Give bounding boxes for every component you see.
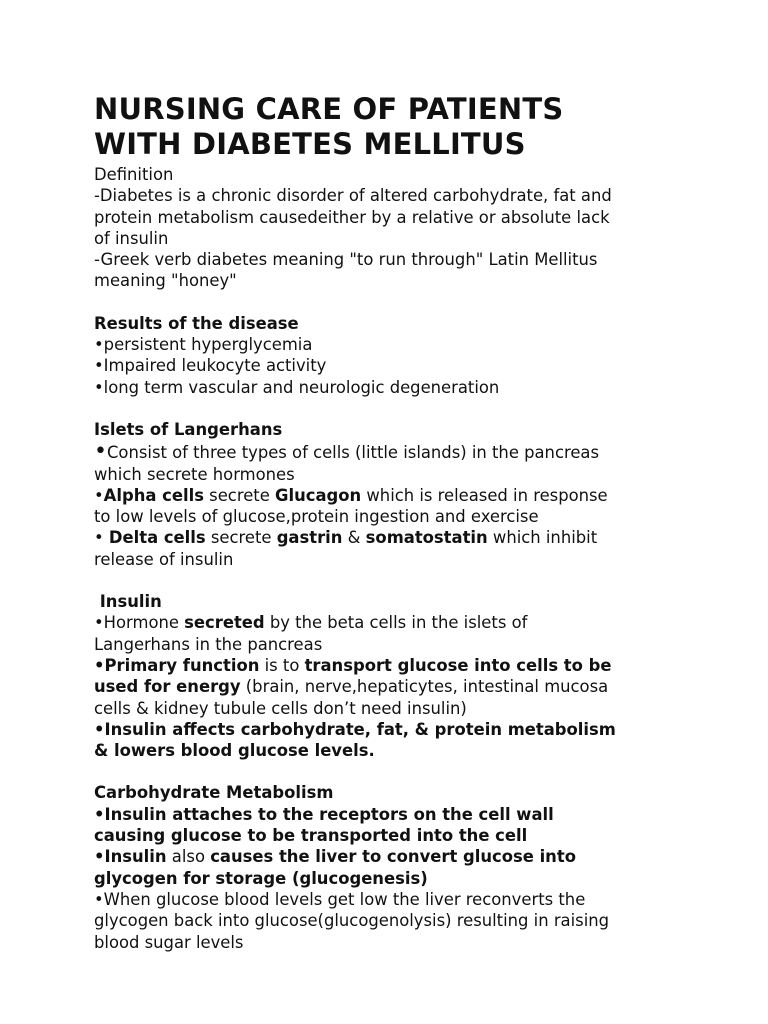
bold-term: Primary function (104, 655, 260, 675)
text-span: • (94, 485, 104, 505)
insulin-section (94, 591, 734, 761)
text-span: • (94, 528, 109, 548)
text-line: glycogen back into glucose(glucogenolysis) resulting in raising (94, 911, 610, 931)
text-span: & (342, 528, 366, 548)
definition-heading: Definition (94, 165, 174, 184)
list-item: •Insulin attaches to the receptors on the cell wall (94, 804, 554, 824)
title-line: NURSING CARE OF PATIENTS (94, 92, 564, 126)
text-span: secrete (205, 528, 277, 548)
results-section (94, 313, 734, 398)
results-heading: Results of the disease (94, 313, 299, 333)
hormone-name: gastrin (276, 528, 343, 548)
text-span: •Hormone (94, 613, 185, 633)
hormone-name: Glucagon (275, 485, 362, 505)
list-item (94, 439, 734, 465)
list-item: •Impaired leukocyte activity (94, 356, 327, 376)
text-line: -Diabetes is a chronic disorder of altered carbohydrate, fat and (94, 186, 612, 206)
text-line: which secrete hormones (94, 464, 295, 484)
document-body (94, 92, 734, 953)
text-line: of insulin (94, 228, 169, 248)
list-item: •Insulin affects carbohydrate, fat, & protein metabolism (94, 719, 616, 739)
insulin-heading: Insulin (94, 592, 162, 612)
text-span: • (94, 847, 105, 867)
cell-name: Delta cells (108, 528, 206, 548)
text-line: meaning "honey" (94, 271, 237, 291)
list-item (94, 846, 734, 867)
text-line: release of insulin (94, 549, 234, 569)
text-span: (brain, nerve,hepaticytes, intestinal mucosa (240, 677, 609, 697)
bold-term: transport glucose into cells to be (304, 655, 612, 675)
definition-section (94, 164, 734, 292)
text-line: -Greek verb diabetes meaning "to run through" Latin Mellitus (94, 250, 598, 270)
text-span: also (166, 847, 211, 867)
text-line (94, 676, 734, 697)
text-line: to low levels of glucose,protein ingestion and exercise (94, 507, 539, 527)
text-span: which inhibit (487, 528, 598, 548)
text-span: which is released in response (361, 485, 608, 505)
text-line: & lowers blood glucose levels. (94, 741, 375, 761)
cell-name: Alpha cells (103, 485, 204, 505)
text-span: is to (259, 655, 305, 675)
text-span: by the beta cells in the islets of (264, 613, 528, 633)
bullet-icon: • (94, 439, 107, 465)
text-line: glycogen for storage (glucogenesis) (94, 868, 428, 888)
title-line: WITH DIABETES MELLITUS (94, 127, 526, 161)
text-line: blood sugar levels (94, 932, 244, 952)
list-item (94, 527, 734, 548)
bold-term: secreted (184, 613, 265, 633)
text-line: Langerhans in the pancreas (94, 634, 323, 654)
text-span: secrete (203, 485, 275, 505)
list-item: •long term vascular and neurologic degeneration (94, 377, 500, 397)
list-item: •When glucose blood levels get low the liver reconverts the (94, 889, 586, 909)
islets-heading: Islets of Langerhans (94, 419, 283, 439)
text-span: • (94, 655, 105, 675)
page-title (94, 92, 734, 162)
islets-section (94, 419, 734, 570)
list-item (94, 485, 734, 506)
list-item (94, 655, 734, 676)
text-line: causing glucose to be transported into the cell (94, 826, 528, 846)
bold-term: causes the liver to convert glucose into (210, 847, 576, 867)
bold-term: used for energy (94, 677, 241, 697)
carbohydrate-heading: Carbohydrate Metabolism (94, 783, 334, 803)
list-item (94, 612, 734, 633)
text-span: Consist of three types of cells (little islands) in the pancreas (106, 443, 600, 463)
list-item: •persistent hyperglycemia (94, 335, 313, 355)
text-line: cells & kidney tubule cells don’t need insulin) (94, 698, 467, 718)
bold-term: Insulin (104, 847, 167, 867)
carbohydrate-section (94, 782, 734, 952)
text-line: protein metabolism causedeither by a relative or absolute lack (94, 207, 610, 227)
hormone-name: somatostatin (365, 528, 488, 548)
